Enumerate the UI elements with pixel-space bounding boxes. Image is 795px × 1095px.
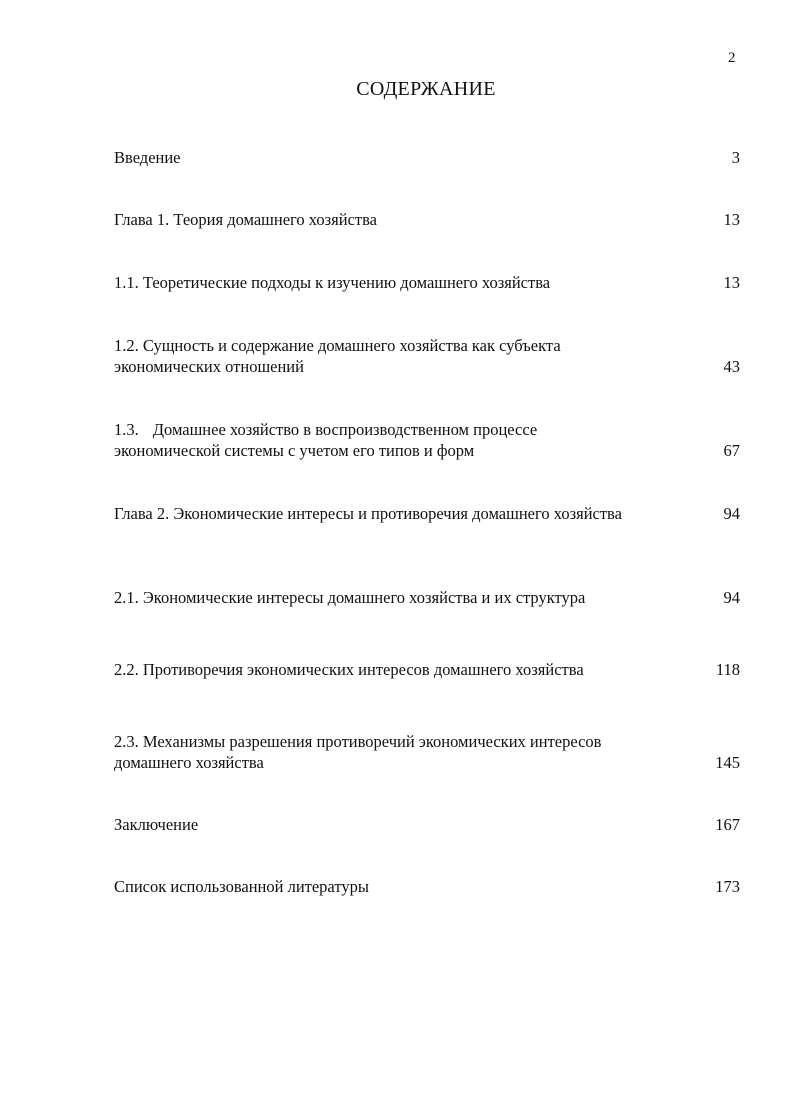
toc-entry-text: Заключение bbox=[114, 815, 199, 834]
toc-entry-page: 145 bbox=[715, 753, 740, 772]
toc-entry-text-line-1: 1.2. Сущность и содержание домашнего хозяйства как субъекта bbox=[114, 336, 561, 355]
toc-entry-page: 173 bbox=[715, 877, 740, 896]
toc-entry-page: 13 bbox=[723, 273, 740, 292]
toc-entry-page: 167 bbox=[715, 815, 740, 834]
toc-entry-text-line-1 bbox=[114, 419, 674, 440]
toc-entry-section-1-1 bbox=[114, 272, 740, 293]
toc-entry-text-line-2: экономических отношений bbox=[114, 357, 304, 376]
toc-entry-text: 2.1. Экономические интересы домашнего хозяйства и их структура bbox=[114, 588, 586, 607]
toc-entry-text: Глава 2. Экономические интересы и противоречия домашнего хозяйства bbox=[114, 504, 622, 523]
toc-entry-section-1-3 bbox=[114, 419, 740, 461]
toc-entry-page: 3 bbox=[731, 148, 740, 167]
toc-entry-text: Глава 1. Теория домашнего хозяйства bbox=[114, 210, 378, 229]
toc-entry-page: 118 bbox=[715, 660, 740, 679]
toc-entry-text: Введение bbox=[114, 148, 181, 167]
toc-entry-section-2-1 bbox=[114, 587, 740, 608]
toc-entry-section-1-2 bbox=[114, 335, 740, 377]
toc-entry-text-line-1: 2.3. Механизмы разрешения противоречий экономических интересов bbox=[114, 732, 602, 751]
toc-entry-page: 67 bbox=[723, 441, 740, 460]
toc-entry-conclusion bbox=[114, 814, 740, 835]
toc-entry-page: 94 bbox=[723, 588, 740, 607]
toc-entry-text: 1.1. Теоретические подходы к изучению домашнего хозяйства bbox=[114, 273, 551, 292]
toc-entry-page: 13 bbox=[723, 210, 740, 229]
toc-entry-section-2-2 bbox=[114, 659, 740, 680]
page-number: 2 bbox=[728, 50, 736, 66]
toc-entry-text: Список использованной литературы bbox=[114, 877, 369, 896]
toc-entry-section-2-3 bbox=[114, 731, 740, 773]
toc-entry-text: Домашнее хозяйство в воспроизводственном процессе bbox=[152, 420, 538, 439]
toc-entry-chapter-1 bbox=[114, 209, 740, 230]
toc-entry-bibliography bbox=[114, 876, 740, 897]
page-title: СОДЕРЖАНИЕ bbox=[356, 78, 496, 100]
toc-entry-text-line-2: домашнего хозяйства bbox=[114, 753, 264, 772]
toc-entry-text-line-2: экономической системы с учетом его типов и форм bbox=[114, 441, 475, 460]
toc-entry-introduction bbox=[114, 147, 740, 168]
toc-entry-page: 43 bbox=[723, 357, 740, 376]
toc-entry-number: 1.3. bbox=[114, 420, 139, 439]
toc-entry-chapter-2 bbox=[114, 503, 740, 524]
toc-entry-page: 94 bbox=[723, 504, 740, 523]
toc-entry-text: 2.2. Противоречия экономических интересов домашнего хозяйства bbox=[114, 660, 584, 679]
